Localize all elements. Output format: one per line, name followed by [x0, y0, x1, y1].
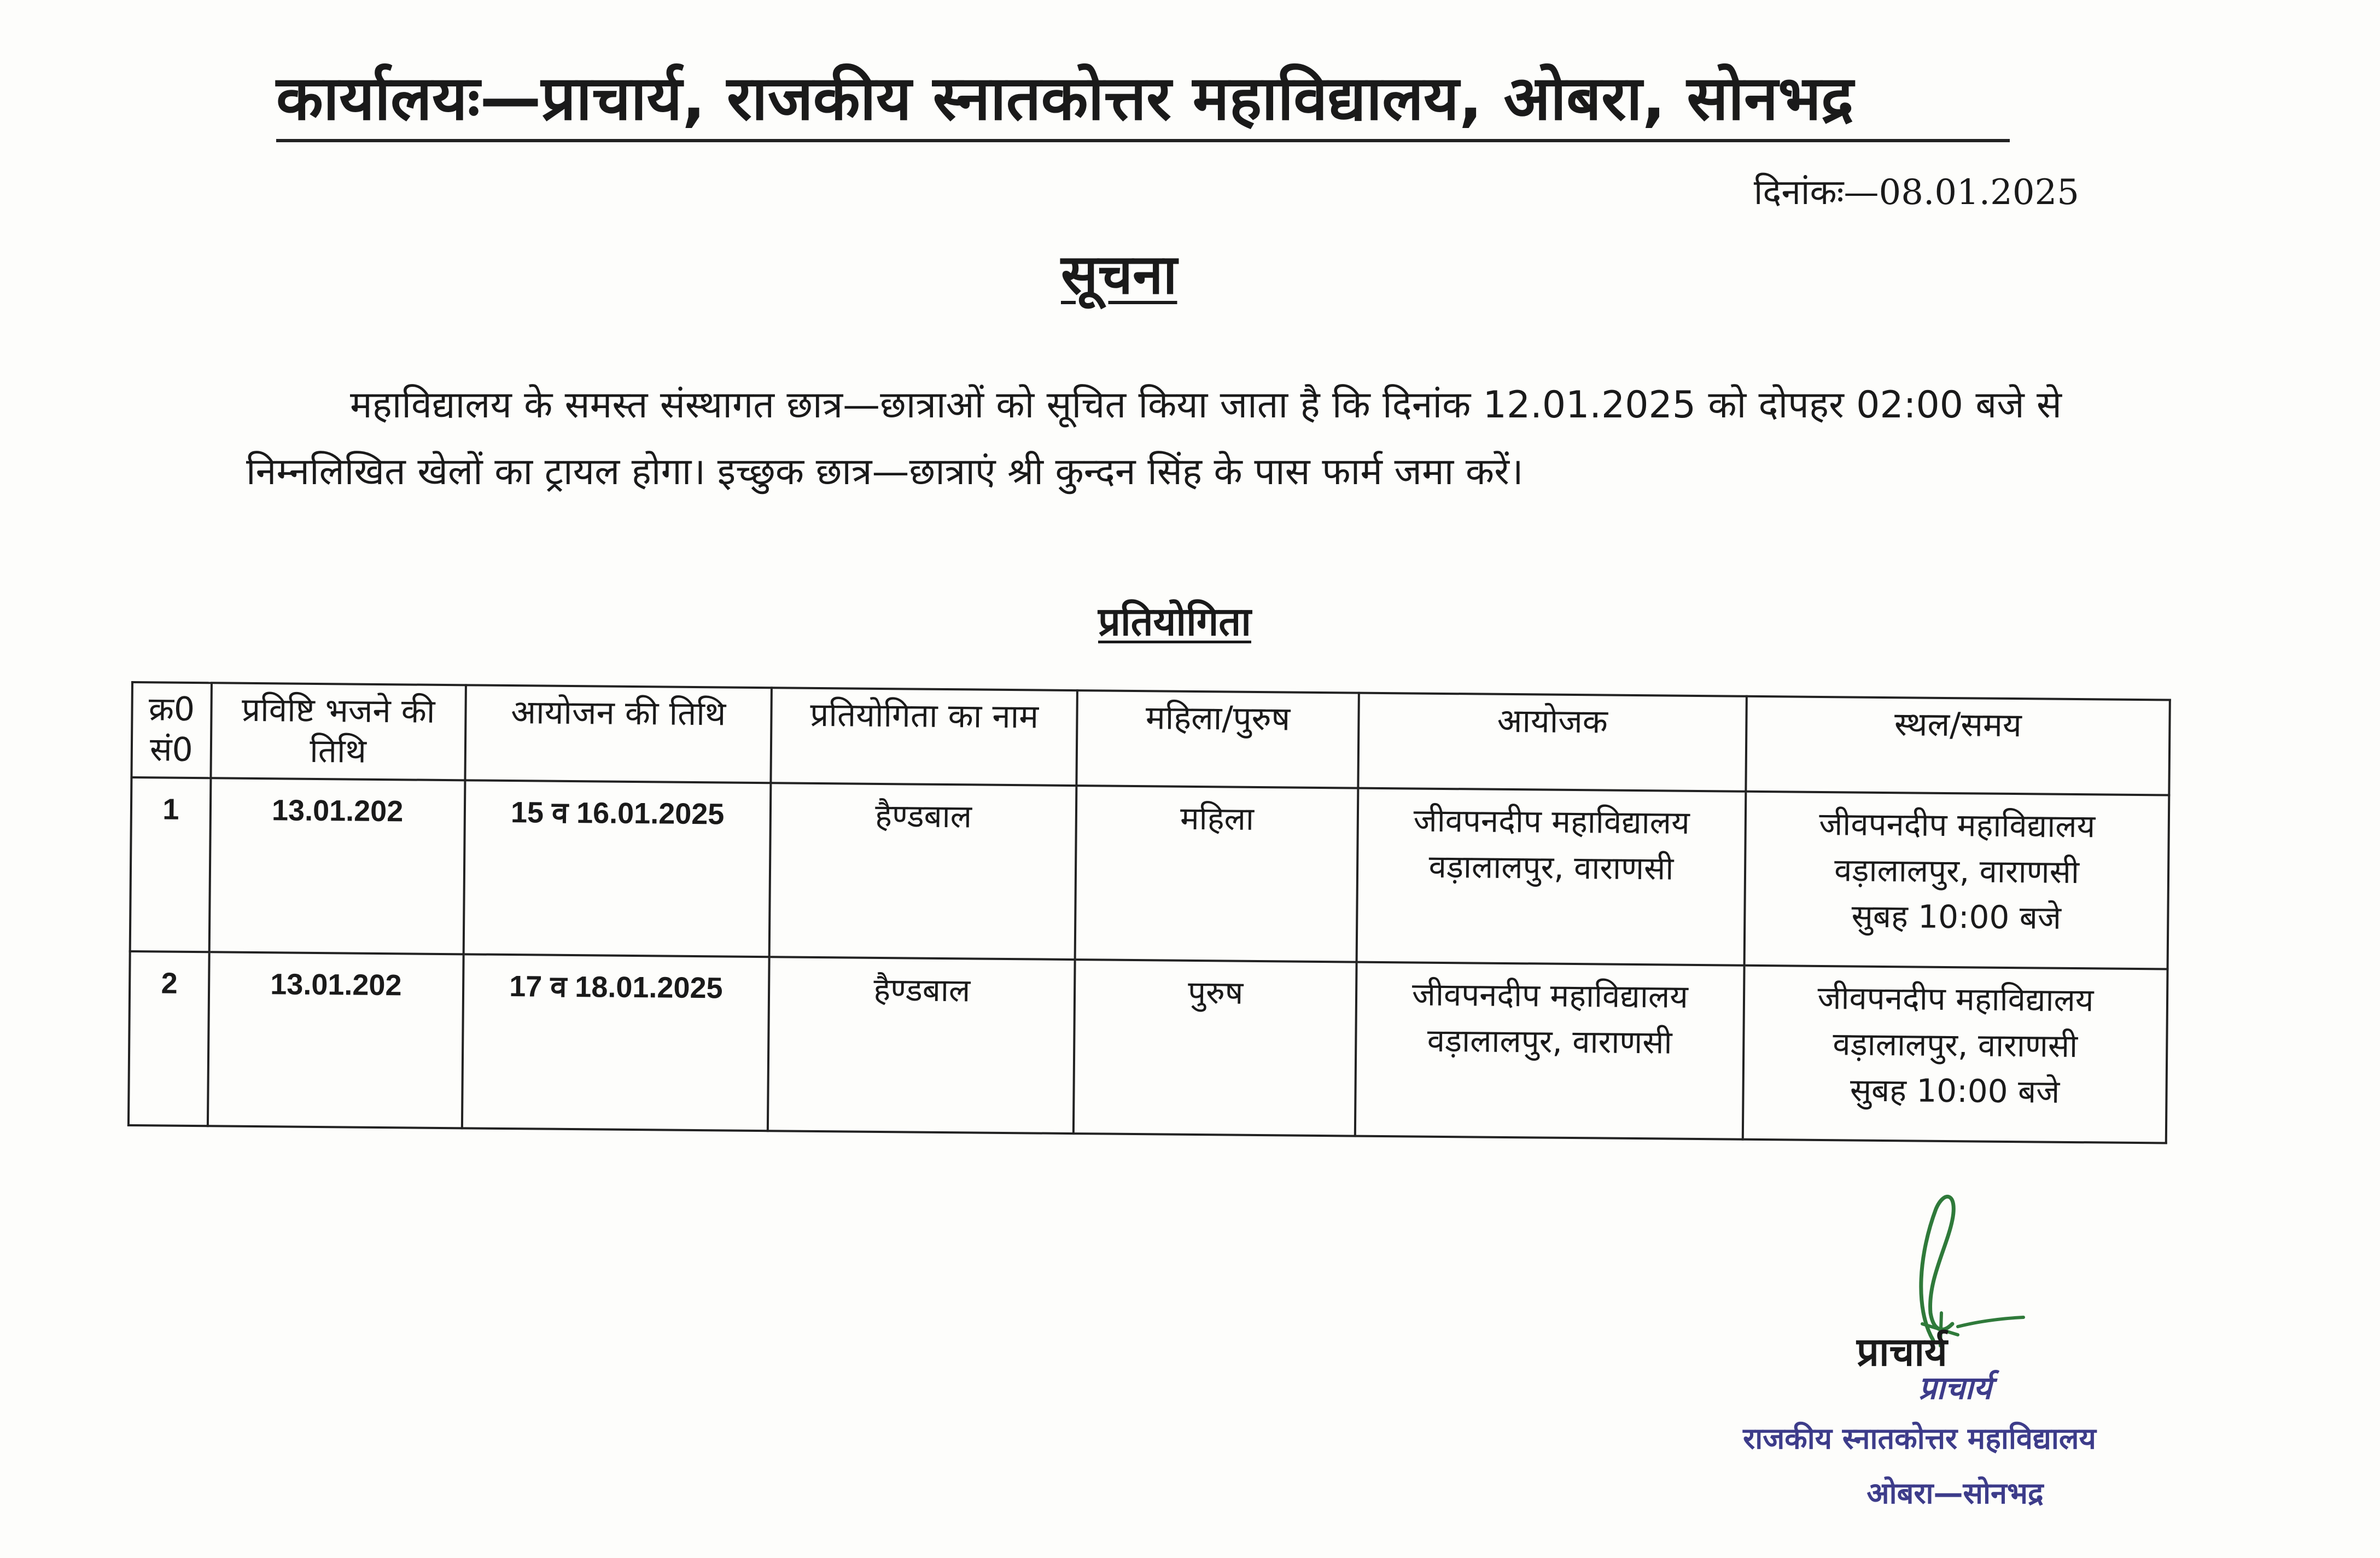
- cell-venue-time: [1744, 792, 2169, 969]
- organizer-line1: जीवपनदीप महाविद्यालय: [1411, 975, 1689, 1015]
- cell-competition-name: हैण्डबाल: [768, 957, 1075, 1133]
- cell-venue-time: [1743, 966, 2168, 1143]
- organizer-line2: वड़ालालपुर, वाराणसी: [1427, 1021, 1672, 1061]
- venue-line2: वड़ालालपुर, वाराणसी: [1833, 1025, 2078, 1065]
- col-header-entry-date: प्रविष्टि भजने की तिथि: [211, 683, 465, 780]
- principal-title: प्राचार्य: [1857, 1329, 1947, 1375]
- cell-competition-name: हैण्डबाल: [769, 783, 1077, 960]
- table-row: [130, 777, 2169, 969]
- cell-gender: महिला: [1075, 786, 1358, 962]
- cell-sno: 2: [129, 951, 209, 1126]
- stamp-line3: ओबरा—सोनभद्र: [1866, 1476, 2044, 1510]
- competition-table: [127, 681, 2171, 1144]
- col-header-venue-time: स्थल/समय: [1746, 696, 2170, 795]
- cell-event-date: 15 व 16.01.2025: [463, 780, 771, 957]
- stamp-line1: प्राचार्य: [1918, 1369, 1992, 1406]
- notice-body-text: महाविद्यालय के समस्त संस्थागत छात्र—छात्राओं को सूचित किया जाता है कि दिनांक 12.01.2025 को दोपहर 02:00 बजे से निम्नलिखित खेलों का ट्रायल होगा। इच्छुक छात्र—छात्राएं श्री कुन्दन सिंह के पास फार्म जमा करें।: [246, 383, 2062, 493]
- cell-organizer: [1356, 788, 1746, 966]
- venue-time: सुबह 10:00 बजे: [1851, 897, 2062, 937]
- table-row: [129, 951, 2168, 1143]
- venue-time: सुबह 10:00 बजे: [1850, 1071, 2060, 1111]
- cell-gender: पुरुष: [1074, 960, 1356, 1136]
- col-header-gender: महिला/पुरुष: [1077, 690, 1359, 788]
- col-header-sno: क्र0 सं0: [131, 682, 211, 778]
- notice-date: दिनांकः—08.01.2025: [1753, 172, 2079, 213]
- cell-organizer: [1355, 962, 1745, 1140]
- office-title: कार्यालयः—प्राचार्य, राजकीय स्नातकोत्तर महाविद्यालय, ओबरा, सोनभद्र: [276, 60, 2010, 142]
- organizer-line1: जीवपनदीप महाविद्यालय: [1413, 801, 1690, 841]
- cell-entry-date: 13.01.202: [209, 778, 465, 954]
- table-header-row: [131, 682, 2169, 795]
- col-header-organizer: आयोजक: [1358, 693, 1747, 792]
- col-header-competition-name: प्रतियोगिता का नाम: [771, 688, 1077, 786]
- venue-line1: जीवपनदीप महाविद्यालय: [1817, 979, 2094, 1019]
- cell-entry-date: 13.01.202: [208, 952, 463, 1128]
- stamp-line2: राजकीय स्नातकोत्तर महाविद्यालय: [1743, 1421, 2096, 1456]
- venue-line2: वड़ालालपुर, वाराणसी: [1834, 851, 2080, 891]
- cell-event-date: 17 व 18.01.2025: [462, 954, 769, 1131]
- cell-sno: 1: [130, 777, 211, 952]
- competition-heading: प्रतियोगिता: [1098, 598, 1251, 644]
- col-header-event-date: आयोजन की तिथि: [465, 685, 772, 783]
- venue-line1: जीवपनदीप महाविद्यालय: [1819, 805, 2096, 845]
- organizer-line2: वड़ालालपुर, वाराणसी: [1428, 847, 1674, 887]
- official-stamp: [1695, 1365, 2144, 1512]
- notice-heading: सूचना: [1061, 242, 1177, 306]
- notice-body: [246, 372, 2062, 505]
